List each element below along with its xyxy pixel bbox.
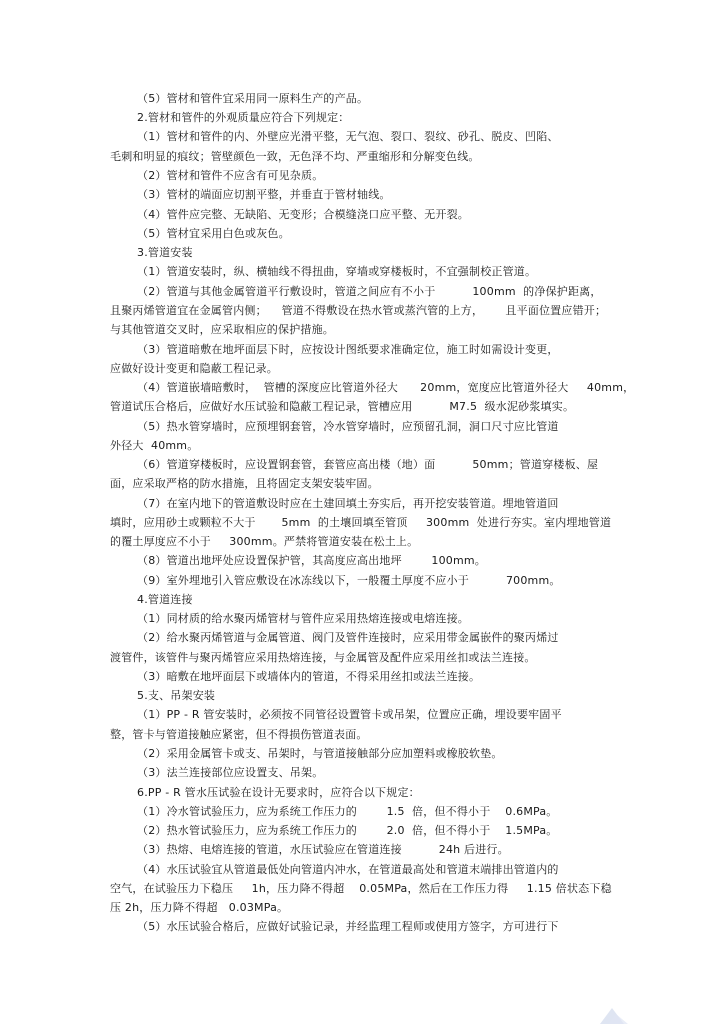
text-line: （7）在室内地下的管道敷设时应在土建回填土夯实后，再开挖安装管道。埋地管道回 (137, 497, 559, 510)
text-line: （1）PP - R 管安装时，必须按不同管径设置管卡或吊架，位置应正确，埋设要牢固平 (137, 708, 562, 721)
text-line: （3）管材的端面应切割平整，并垂直于管材轴线。 (137, 188, 391, 201)
text-line: （1）冷水管试验压力，应为系统工作压力的 1.5 倍，但不得小于 0.6MPa。 (137, 805, 558, 818)
text-line: （2）热水管试验压力，应为系统工作压力的 2.0 倍，但不得小于 1.5MPa。 (137, 824, 558, 837)
section-heading: 5.支、吊架安装 (137, 689, 216, 702)
text-line: （3）管道暗敷在地坪面层下时，应按设计图纸要求准确定位，施工时如需设计变更， (137, 343, 559, 356)
section-heading: 2.管材和管件的外观质量应符合下列规定： (137, 111, 350, 124)
text-line: （2）采用金属管卡或支、吊架时，与管道接触部分应加塑料或橡胶软垫。 (137, 747, 503, 760)
text-line: （1）管材和管件的内、外壁应光滑平整，无气泡、裂口、裂纹、砂孔、脱皮、凹陷、 (137, 130, 559, 143)
text-line: 且聚丙烯管道宜在金属管内侧； 管道不得敷设在热水管或蒸汽管的上方， 且平面位置应错开； (110, 304, 607, 317)
text-line: （5）热水管穿墙时，应预埋钢套管，冷水管穿墙时，应预留孔洞，洞口尺寸应比管道 (137, 420, 559, 433)
text-line: 压 2h，压力降不得超 0.03MPa。 (110, 901, 289, 914)
text-line: （8）管道出地坪处应设置保护管，其高度应高出地坪 100mm。 (137, 554, 486, 567)
text-line: 应做好设计变更和隐蔽工程记录。 (110, 362, 278, 375)
text-line: 外径大 40mm。 (110, 439, 199, 452)
text-line: （4）管道嵌墙暗敷时， 管槽的深度应比管道外径大 20mm，宽度应比管道外径大 40mm， (137, 381, 635, 394)
text-line: （3）暗敷在地坪面层下或墙体内的管道，不得采用丝扣或法兰连接。 (137, 670, 481, 683)
text-line: 填时，应用砂土或颗粒不大于 5mm 的土壤回填至管顶 300mm 处进行夯实。室内埋地管道 (110, 516, 612, 529)
text-line: （3）热熔、电熔连接的管道，水压试验应在管道连接 24h 后进行。 (137, 843, 509, 856)
text-line: 渡管件，该管件与聚丙烯管应采用热熔连接，与金属管及配件应采用丝扣或法兰连接。 (110, 651, 536, 664)
text-line: 空气，在试验压力下稳压 1h，压力降不得超 0.05MPa，然后在工作压力得 1.15 倍状态下稳 (110, 882, 612, 895)
text-line: 的覆土厚度应不小于 300mm。严禁将管道安装在松土上。 (110, 535, 419, 548)
section-heading: 4.管道连接 (137, 593, 193, 606)
watermark-icon (592, 1002, 632, 1024)
section-heading: 3.管道安装 (137, 246, 193, 259)
text-line: （9）室外埋地引入管应敷设在冰冻线以下，一般覆土厚度不应小于 700mm。 (137, 574, 561, 587)
text-line: （3）法兰连接部位应设置支、吊架。 (137, 766, 324, 779)
text-line: 面，应采取严格的防水措施，且将固定支架安装牢固。 (110, 477, 379, 490)
text-line: 整，管卡与管道接触应紧密，但不得损伤管道表面。 (110, 728, 368, 741)
text-line: 与其他管道交叉时，应采取相应的保护措施。 (110, 323, 334, 336)
text-line: （5）管材和管件宜采用同一原料生产的产品。 (137, 92, 369, 105)
text-line: （6）管道穿楼板时，应设置钢套管，套管应高出楼（地）面 50mm；管道穿楼板、屋 (137, 458, 599, 471)
text-line: （5）管材宜采用白色或灰色。 (137, 227, 290, 240)
text-line: （4）水压试验宜从管道最低处向管道内冲水，在管道最高处和管道末端排出管道内的 (137, 863, 559, 876)
text-line: （4）管件应完整、无缺陷、无变形；合模缝浇口应平整、无开裂。 (137, 208, 469, 221)
text-line: （2）管道与其他金属管道平行敷设时，管道之间应有不小于 100mm 的净保护距离， (137, 285, 602, 298)
text-line: （5）水压试验合格后，应做好试验记录，并经监理工程师或使用方签字，方可进行下 (137, 920, 559, 933)
text-line: （1）同材质的给水聚丙烯管材与管件应采用热熔连接或电熔连接。 (137, 612, 469, 625)
text-line: 毛刺和明显的痕纹；管壁颜色一致，无色泽不均、严重缩形和分解变色线。 (110, 150, 480, 163)
text-line: 管道试压合格后，应做好水压试验和隐蔽工程记录，管槽应用 M7.5 级水泥砂浆填实。 (110, 400, 575, 413)
text-line: （2）给水聚丙烯管道与金属管道、阀门及管件连接时，应采用带金属嵌件的聚丙烯过 (137, 631, 559, 644)
text-line: （2）管材和管件不应含有可见杂质。 (137, 169, 324, 182)
section-heading: 6.PP - R 管水压试验在设计无要求时，应符合以下规定： (137, 786, 420, 799)
text-line: （1）管道安装时，纵、横轴线不得扭曲，穿墙或穿楼板时，不宜强制校正管道。 (137, 265, 537, 278)
